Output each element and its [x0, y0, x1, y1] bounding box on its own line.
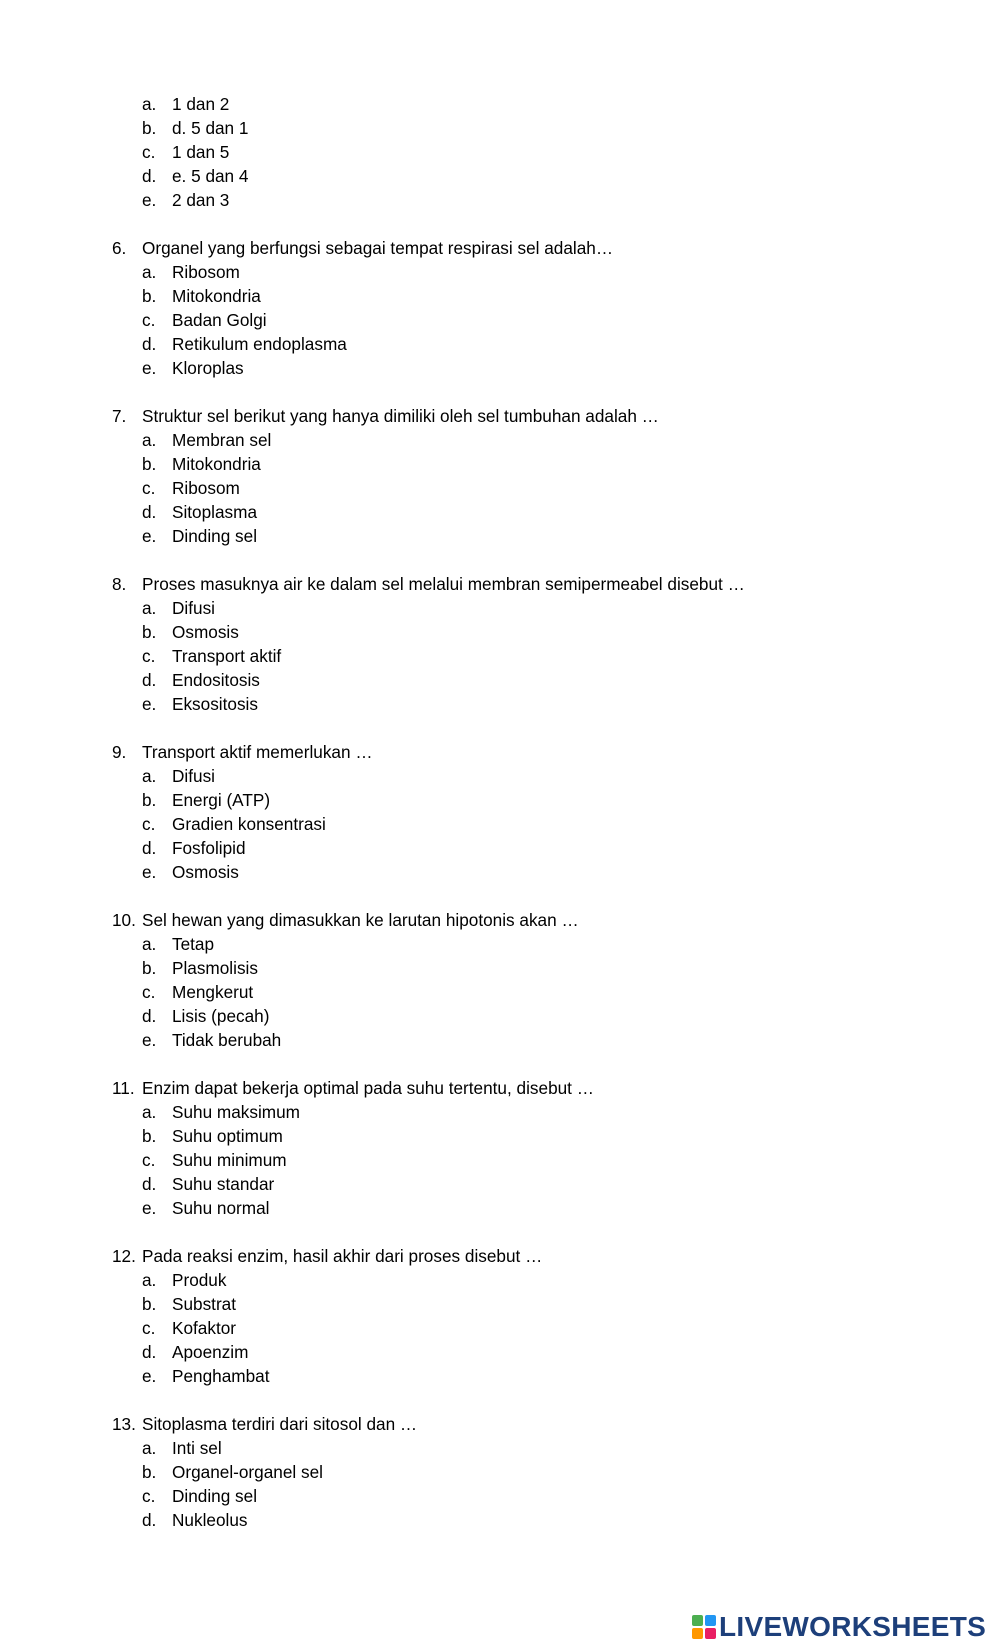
question-stem: [112, 1244, 972, 1268]
option-letter: a.: [142, 1102, 157, 1122]
question-block: [112, 1412, 972, 1532]
liveworksheets-logo-text: LIVEWORKSHEETS: [719, 1611, 987, 1642]
answer-option: [112, 332, 972, 356]
option-text: Suhu maksimum: [172, 1102, 300, 1122]
option-letter: e.: [142, 526, 157, 546]
option-text: Membran sel: [172, 430, 272, 450]
option-letter: b.: [142, 1462, 157, 1482]
question-list: [112, 92, 972, 1532]
option-letter: c.: [142, 1318, 156, 1338]
answer-option: [112, 1292, 972, 1316]
option-letter: b.: [142, 286, 157, 306]
question-stem: [112, 1412, 972, 1436]
spacer: [112, 1220, 972, 1244]
option-letter: a.: [142, 766, 157, 786]
option-letter: a.: [142, 934, 157, 954]
option-text: Osmosis: [172, 862, 239, 882]
answer-option: [112, 1364, 972, 1388]
option-text: Suhu minimum: [172, 1150, 287, 1170]
option-letter: c.: [142, 814, 156, 834]
option-text: Endositosis: [172, 670, 260, 690]
option-text: 1 dan 2: [172, 94, 230, 114]
spacer: [112, 380, 972, 404]
option-letter: d.: [142, 1510, 157, 1530]
option-letter: c.: [142, 982, 156, 1002]
answer-option: [112, 284, 972, 308]
answer-option: [112, 524, 972, 548]
question-text: Pada reaksi enzim, hasil akhir dari proses disebut …: [142, 1246, 543, 1266]
option-text: Plasmolisis: [172, 958, 258, 978]
option-letter: e.: [142, 1366, 157, 1386]
answer-option: [112, 500, 972, 524]
answer-option: [112, 1100, 972, 1124]
option-text: Dinding sel: [172, 1486, 258, 1506]
option-letter: b.: [142, 958, 157, 978]
option-letter: c.: [142, 142, 156, 162]
answer-option: [112, 1484, 972, 1508]
option-text: Ribosom: [172, 478, 240, 498]
question-number: 11.: [112, 1078, 135, 1098]
question-stem: [112, 1076, 972, 1100]
question-number: 10.: [112, 910, 136, 930]
answer-option: [112, 116, 972, 140]
answer-option: [112, 1196, 972, 1220]
option-text: Inti sel: [172, 1438, 222, 1458]
option-letter: a.: [142, 94, 157, 114]
logo-square: [705, 1628, 716, 1639]
answer-option: [112, 260, 972, 284]
option-letter: e.: [142, 358, 157, 378]
answer-option: [112, 1268, 972, 1292]
logo-square: [692, 1615, 703, 1626]
question-block: [112, 908, 972, 1052]
question-number: 6.: [112, 238, 127, 258]
option-text: Kofaktor: [172, 1318, 237, 1338]
option-text: Organel-organel sel: [172, 1462, 323, 1482]
question-stem: [112, 572, 972, 596]
option-letter: d.: [142, 166, 157, 186]
option-letter: a.: [142, 598, 157, 618]
option-text: Sitoplasma: [172, 502, 258, 522]
question-text: Struktur sel berikut yang hanya dimiliki oleh sel tumbuhan adalah …: [142, 406, 659, 426]
spacer: [112, 1052, 972, 1076]
answer-option: [112, 1316, 972, 1340]
question-block: [112, 740, 972, 884]
question-text: Enzim dapat bekerja optimal pada suhu tertentu, disebut …: [142, 1078, 594, 1098]
answer-option: [112, 1028, 972, 1052]
answer-option: [112, 164, 972, 188]
option-letter: b.: [142, 454, 157, 474]
option-letter: e.: [142, 862, 157, 882]
option-text: Substrat: [172, 1294, 237, 1314]
question-text: Sitoplasma terdiri dari sitosol dan …: [142, 1414, 418, 1434]
option-letter: e.: [142, 1030, 157, 1050]
option-text: Lisis (pecah): [172, 1006, 270, 1026]
option-text: Mitokondria: [172, 286, 261, 306]
question-block: [112, 404, 972, 548]
option-letter: d.: [142, 1342, 157, 1362]
option-text: Nukleolus: [172, 1510, 248, 1530]
answer-option: [112, 788, 972, 812]
option-text: Suhu normal: [172, 1198, 270, 1218]
answer-option: [112, 812, 972, 836]
option-text: 1 dan 5: [172, 142, 230, 162]
answer-option: [112, 1148, 972, 1172]
answer-option: [112, 644, 972, 668]
answer-option: [112, 356, 972, 380]
answer-option: [112, 1124, 972, 1148]
option-text: Tidak berubah: [172, 1030, 282, 1050]
option-letter: e.: [142, 1198, 157, 1218]
option-letter: b.: [142, 118, 157, 138]
question-text: Transport aktif memerlukan …: [142, 742, 373, 762]
answer-option: [112, 188, 972, 212]
continued-question-options: [112, 92, 972, 212]
option-letter: b.: [142, 622, 157, 642]
option-text: Mitokondria: [172, 454, 261, 474]
option-letter: e.: [142, 190, 157, 210]
answer-option: [112, 1508, 972, 1532]
question-number: 13.: [112, 1414, 136, 1434]
option-text: Fosfolipid: [172, 838, 246, 858]
option-letter: c.: [142, 646, 156, 666]
answer-option: [112, 476, 972, 500]
option-text: Retikulum endoplasma: [172, 334, 347, 354]
option-text: d. 5 dan 1: [172, 118, 249, 138]
answer-option: [112, 1172, 972, 1196]
answer-option: [112, 692, 972, 716]
answer-option: [112, 428, 972, 452]
option-text: Penghambat: [172, 1366, 270, 1386]
question-text: Proses masuknya air ke dalam sel melalui membran semipermeabel disebut …: [142, 574, 745, 594]
option-letter: d.: [142, 1006, 157, 1026]
option-text: Eksositosis: [172, 694, 258, 714]
option-letter: d.: [142, 334, 157, 354]
question-text: Organel yang berfungsi sebagai tempat respirasi sel adalah…: [142, 238, 614, 258]
spacer: [112, 212, 972, 236]
answer-option: [112, 956, 972, 980]
option-text: Kloroplas: [172, 358, 244, 378]
answer-option: [112, 1436, 972, 1460]
option-text: 2 dan 3: [172, 190, 230, 210]
question-text: Sel hewan yang dimasukkan ke larutan hipotonis akan …: [142, 910, 579, 930]
question-number: 9.: [112, 742, 127, 762]
option-letter: a.: [142, 1270, 157, 1290]
answer-option: [112, 452, 972, 476]
option-letter: a.: [142, 430, 157, 450]
question-block: [112, 1076, 972, 1220]
logo-square: [692, 1628, 703, 1639]
spacer: [112, 1388, 972, 1412]
option-letter: c.: [142, 310, 156, 330]
option-letter: d.: [142, 670, 157, 690]
option-text: Transport aktif: [172, 646, 282, 666]
question-block: [112, 572, 972, 716]
answer-option: [112, 764, 972, 788]
answer-option: [112, 1004, 972, 1028]
question-stem: [112, 740, 972, 764]
answer-option: [112, 980, 972, 1004]
option-letter: d.: [142, 502, 157, 522]
answer-option: [112, 1340, 972, 1364]
option-text: Energi (ATP): [172, 790, 271, 810]
option-text: Suhu standar: [172, 1174, 275, 1194]
answer-option: [112, 668, 972, 692]
question-stem: [112, 404, 972, 428]
option-letter: a.: [142, 1438, 157, 1458]
option-letter: a.: [142, 262, 157, 282]
answer-option: [112, 1460, 972, 1484]
option-text: Dinding sel: [172, 526, 258, 546]
option-text: Tetap: [172, 934, 215, 954]
option-letter: c.: [142, 478, 156, 498]
option-letter: b.: [142, 1294, 157, 1314]
option-text: Difusi: [172, 766, 215, 786]
question-block: [112, 1244, 972, 1388]
option-text: Ribosom: [172, 262, 240, 282]
option-letter: b.: [142, 790, 157, 810]
answer-option: [112, 836, 972, 860]
spacer: [112, 548, 972, 572]
liveworksheets-logo-icon: [692, 1615, 716, 1639]
spacer: [112, 716, 972, 740]
answer-option: [112, 308, 972, 332]
option-letter: d.: [142, 1174, 157, 1194]
answer-option: [112, 860, 972, 884]
option-letter: e.: [142, 694, 157, 714]
question-number: 12.: [112, 1246, 136, 1266]
option-text: Apoenzim: [172, 1342, 249, 1362]
logo-square: [705, 1615, 716, 1626]
option-letter: d.: [142, 838, 157, 858]
option-text: Suhu optimum: [172, 1126, 283, 1146]
question-number: 8.: [112, 574, 127, 594]
option-text: e. 5 dan 4: [172, 166, 249, 186]
answer-option: [112, 620, 972, 644]
option-text: Badan Golgi: [172, 310, 267, 330]
question-number: 7.: [112, 406, 127, 426]
question-block: [112, 236, 972, 380]
answer-option: [112, 140, 972, 164]
option-text: Osmosis: [172, 622, 239, 642]
answer-option: [112, 932, 972, 956]
spacer: [112, 884, 972, 908]
question-stem: [112, 236, 972, 260]
option-text: Produk: [172, 1270, 227, 1290]
answer-option: [112, 596, 972, 620]
answer-option: [112, 92, 972, 116]
option-text: Mengkerut: [172, 982, 254, 1002]
question-stem: [112, 908, 972, 932]
option-letter: c.: [142, 1486, 156, 1506]
option-letter: b.: [142, 1126, 157, 1146]
option-text: Difusi: [172, 598, 215, 618]
liveworksheets-logo: [692, 1612, 986, 1642]
option-text: Gradien konsentrasi: [172, 814, 326, 834]
option-letter: c.: [142, 1150, 156, 1170]
